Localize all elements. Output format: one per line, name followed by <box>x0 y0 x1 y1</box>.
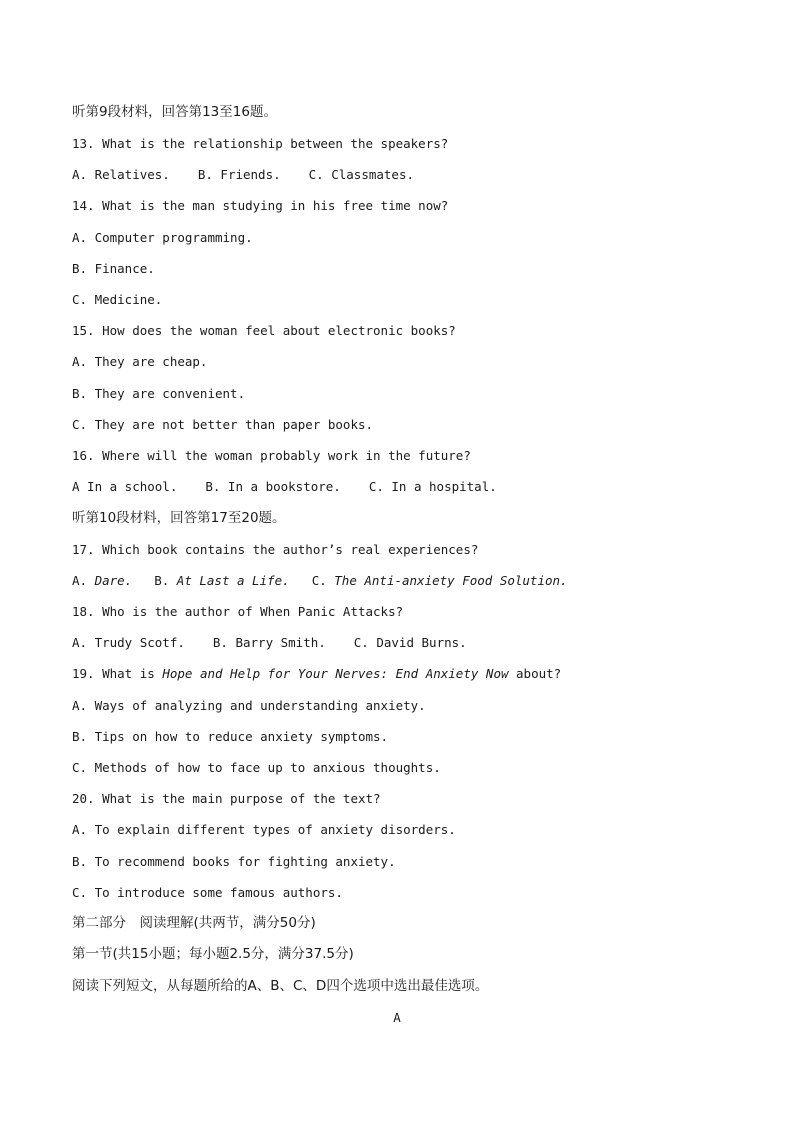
q20-stem: 20. What is the main purpose of the text? <box>72 791 381 806</box>
part2-section1-heading: 第一节(共15小题；每小题2.5分，满分37.5分) <box>72 946 354 962</box>
part2-heading: 第二部分 阅读理解(共两节，满分50分) <box>72 915 316 931</box>
q13-stem: 13. What is the relationship between the speakers? <box>72 136 449 151</box>
section9-heading: 听第9段材料，回答第13至16题。 <box>72 104 277 120</box>
section10-heading: 听第10段材料，回答第17至20题。 <box>72 510 286 526</box>
q17-options <box>72 572 568 590</box>
q19-stem-title: Hope and Help for Your Nerves: End Anxiety Now <box>162 666 509 681</box>
passage-label: A <box>393 1010 401 1025</box>
q16-stem: 16. Where will the woman probably work in the future? <box>72 448 471 463</box>
q18-option-b: B. Barry Smith. <box>212 635 326 650</box>
q16-option-b: B. In a bookstore. <box>205 479 341 494</box>
q19-option-a: A. Ways of analyzing and understanding anxiety. <box>72 698 426 713</box>
q13-option-a: A. Relatives. <box>72 167 170 182</box>
q17-option-a-prefix: A. <box>72 573 95 588</box>
q14-option-b: B. Finance. <box>72 261 155 276</box>
part2-instruction: 阅读下列短文，从每题所给的A、B、C、D四个选项中选出最佳选项。 <box>72 978 489 994</box>
q17-option-b-title: At Last a Life. <box>176 573 290 588</box>
q13-options <box>72 166 414 184</box>
q16-option-c: C. In a hospital. <box>368 479 497 494</box>
q14-option-c: C. Medicine. <box>72 292 163 307</box>
q16-options <box>72 478 497 496</box>
q17-option-c-prefix: C. <box>311 573 335 588</box>
q17-option-b-prefix: B. <box>154 573 177 588</box>
q13-option-b: B. Friends. <box>197 167 281 182</box>
q18-option-a: A. Trudy Scotf. <box>72 635 185 650</box>
q17-stem: 17. Which book contains the author’s real experiences? <box>72 542 479 557</box>
q14-stem: 14. What is the man studying in his free time now? <box>72 198 449 213</box>
q18-option-c: C. David Burns. <box>353 635 467 650</box>
q16-option-a: A In a school. <box>72 479 178 494</box>
q20-option-b: B. To recommend books for fighting anxiety. <box>72 854 396 869</box>
q17-option-c-title: The Anti-anxiety Food Solution. <box>334 573 568 588</box>
q19-option-b: B. Tips on how to reduce anxiety symptoms. <box>72 729 389 744</box>
q13-option-c: C. Classmates. <box>308 167 414 182</box>
q19-option-c: C. Methods of how to face up to anxious thoughts. <box>72 760 441 775</box>
q15-option-b: B. They are convenient. <box>72 386 246 401</box>
q19-stem-suffix: about? <box>508 666 562 681</box>
q18-stem: 18. Who is the author of When Panic Attacks? <box>72 604 404 619</box>
q14-option-a: A. Computer programming. <box>72 230 253 245</box>
q20-option-c: C. To introduce some famous authors. <box>72 885 343 900</box>
q15-stem: 15. How does the woman feel about electronic books? <box>72 323 456 338</box>
q19-stem-prefix: 19. What is <box>72 666 163 681</box>
q18-options <box>72 634 467 652</box>
q15-option-a: A. They are cheap. <box>72 354 208 369</box>
q19-stem <box>72 665 561 683</box>
q17-option-a-title: Dare. <box>94 573 133 588</box>
q15-option-c: C. They are not better than paper books. <box>72 417 374 432</box>
q20-option-a: A. To explain different types of anxiety disorders. <box>72 822 456 837</box>
